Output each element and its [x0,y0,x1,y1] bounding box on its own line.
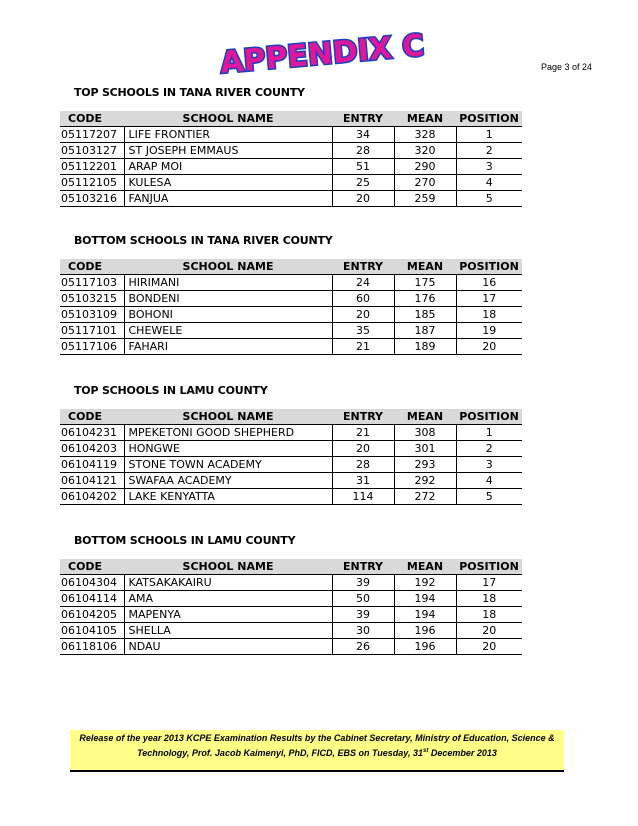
column-header-mean: MEAN [394,559,456,575]
mean-cell: 175 [394,275,456,291]
position-cell: 17 [456,291,522,307]
entry-cell: 35 [332,323,394,339]
header-row [60,111,522,127]
section-title: TOP SCHOOLS IN LAMU COUNTY [74,384,268,397]
code-cell: 05117106 [60,339,124,355]
table-row [60,339,522,355]
mean-cell: 194 [394,607,456,623]
school-section [60,86,522,207]
code-cell: 05112201 [60,159,124,175]
code-cell: 06104202 [60,489,124,505]
code-cell: 06104119 [60,457,124,473]
table-row [60,639,522,655]
results-table [60,559,522,655]
entry-cell: 50 [332,591,394,607]
mean-cell: 194 [394,591,456,607]
table-row [60,291,522,307]
column-header-position: POSITION [456,259,522,275]
table-row [60,575,522,591]
position-cell: 1 [456,425,522,441]
column-header-school-name: SCHOOL NAME [124,259,332,275]
appendix-title [218,26,426,81]
mean-cell: 272 [394,489,456,505]
results-table [60,259,522,355]
results-table [60,111,522,207]
mean-cell: 308 [394,425,456,441]
school-name-cell: HIRIMANI [124,275,332,291]
mean-cell: 196 [394,623,456,639]
code-cell: 05103215 [60,291,124,307]
table-row [60,623,522,639]
code-cell: 06118106 [60,639,124,655]
column-header-position: POSITION [456,409,522,425]
entry-cell: 114 [332,489,394,505]
column-header-code: CODE [60,259,124,275]
release-footer [70,730,564,772]
column-header-entry: ENTRY [332,259,394,275]
table-row [60,191,522,207]
column-header-entry: ENTRY [332,409,394,425]
column-header-school-name: SCHOOL NAME [124,111,332,127]
school-name-cell: SHELLA [124,623,332,639]
school-name-cell: KULESA [124,175,332,191]
mean-cell: 292 [394,473,456,489]
entry-cell: 39 [332,575,394,591]
code-cell: 06104205 [60,607,124,623]
school-name-cell: STONE TOWN ACADEMY [124,457,332,473]
code-cell: 05103216 [60,191,124,207]
position-cell: 3 [456,159,522,175]
table-row [60,591,522,607]
header-row [60,559,522,575]
column-header-code: CODE [60,559,124,575]
code-cell: 06104304 [60,575,124,591]
appendix-title-graphic [218,26,426,81]
position-cell: 18 [456,607,522,623]
column-header-mean: MEAN [394,409,456,425]
school-section [60,384,522,505]
table-row [60,473,522,489]
position-cell: 18 [456,307,522,323]
position-cell: 2 [456,143,522,159]
column-header-entry: ENTRY [332,559,394,575]
column-header-mean: MEAN [394,259,456,275]
footer-line-2 [70,745,564,760]
table-row [60,323,522,339]
mean-cell: 189 [394,339,456,355]
position-cell: 5 [456,191,522,207]
entry-cell: 30 [332,623,394,639]
school-name-cell: LIFE FRONTIER [124,127,332,143]
mean-cell: 176 [394,291,456,307]
code-cell: 05117207 [60,127,124,143]
entry-cell: 20 [332,191,394,207]
mean-cell: 187 [394,323,456,339]
position-cell: 4 [456,175,522,191]
entry-cell: 21 [332,425,394,441]
position-cell: 4 [456,473,522,489]
school-name-cell: ST JOSEPH EMMAUS [124,143,332,159]
column-header-school-name: SCHOOL NAME [124,409,332,425]
mean-cell: 270 [394,175,456,191]
position-cell: 18 [456,591,522,607]
results-table [60,409,522,505]
code-cell: 05117103 [60,275,124,291]
code-cell: 06104231 [60,425,124,441]
column-header-mean: MEAN [394,111,456,127]
entry-cell: 51 [332,159,394,175]
school-name-cell: BOHONI [124,307,332,323]
school-name-cell: HONGWE [124,441,332,457]
school-name-cell: ARAP MOI [124,159,332,175]
position-cell: 2 [456,441,522,457]
page-number: Page 3 of 24 [540,62,592,72]
school-name-cell: MAPENYA [124,607,332,623]
school-name-cell: AMA [124,591,332,607]
footer-line-1: Release of the year 2013 KCPE Examination Results by the Cabinet Secretary, Ministry of Education, Science & [79,733,555,743]
mean-cell: 192 [394,575,456,591]
column-header-school-name: SCHOOL NAME [124,559,332,575]
code-cell: 05117101 [60,323,124,339]
table-row [60,159,522,175]
code-cell: 06104121 [60,473,124,489]
code-cell: 06104203 [60,441,124,457]
entry-cell: 24 [332,275,394,291]
mean-cell: 290 [394,159,456,175]
school-name-cell: BONDENI [124,291,332,307]
school-name-cell: KATSAKAKAIRU [124,575,332,591]
column-header-entry: ENTRY [332,111,394,127]
mean-cell: 301 [394,441,456,457]
school-section [60,534,522,655]
position-cell: 20 [456,639,522,655]
section-title: TOP SCHOOLS IN TANA RIVER COUNTY [74,86,305,99]
entry-cell: 60 [332,291,394,307]
school-name-cell: SWAFAA ACADEMY [124,473,332,489]
entry-cell: 21 [332,339,394,355]
entry-cell: 34 [332,127,394,143]
mean-cell: 328 [394,127,456,143]
school-name-cell: CHEWELE [124,323,332,339]
position-cell: 16 [456,275,522,291]
entry-cell: 20 [332,441,394,457]
position-cell: 20 [456,339,522,355]
table-row [60,607,522,623]
school-name-cell: NDAU [124,639,332,655]
table-row [60,143,522,159]
mean-cell: 293 [394,457,456,473]
table-row [60,457,522,473]
footer-line-2-end: December 2013 [428,748,497,758]
code-cell: 05103127 [60,143,124,159]
section-title: BOTTOM SCHOOLS IN TANA RIVER COUNTY [74,234,333,247]
position-cell: 1 [456,127,522,143]
table-row [60,489,522,505]
entry-cell: 28 [332,457,394,473]
mean-cell: 196 [394,639,456,655]
entry-cell: 20 [332,307,394,323]
code-cell: 05112105 [60,175,124,191]
entry-cell: 39 [332,607,394,623]
mean-cell: 259 [394,191,456,207]
school-section [60,234,522,355]
table-row [60,425,522,441]
entry-cell: 26 [332,639,394,655]
column-header-code: CODE [60,111,124,127]
entry-cell: 25 [332,175,394,191]
column-header-position: POSITION [456,111,522,127]
column-header-position: POSITION [456,559,522,575]
school-name-cell: FAHARI [124,339,332,355]
school-name-cell: FANJUA [124,191,332,207]
entry-cell: 31 [332,473,394,489]
table-row [60,127,522,143]
code-cell: 06104114 [60,591,124,607]
position-cell: 17 [456,575,522,591]
table-row [60,275,522,291]
header-row [60,409,522,425]
school-name-cell: MPEKETONI GOOD SHEPHERD [124,425,332,441]
table-row [60,441,522,457]
header-row [60,259,522,275]
mean-cell: 185 [394,307,456,323]
footer-line-2-text: Technology, Prof. Jacob Kaimenyi, PhD, FICD, EBS on Tuesday, 31 [137,748,423,758]
table-row [60,175,522,191]
section-title: BOTTOM SCHOOLS IN LAMU COUNTY [74,534,296,547]
appendix-title-text: APPENDIX C [218,28,426,81]
footer-ordinal-suffix: st [423,748,429,754]
position-cell: 19 [456,323,522,339]
position-cell: 3 [456,457,522,473]
position-cell: 20 [456,623,522,639]
position-cell: 5 [456,489,522,505]
table-row [60,307,522,323]
entry-cell: 28 [332,143,394,159]
code-cell: 05103109 [60,307,124,323]
column-header-code: CODE [60,409,124,425]
school-name-cell: LAKE KENYATTA [124,489,332,505]
mean-cell: 320 [394,143,456,159]
code-cell: 06104105 [60,623,124,639]
